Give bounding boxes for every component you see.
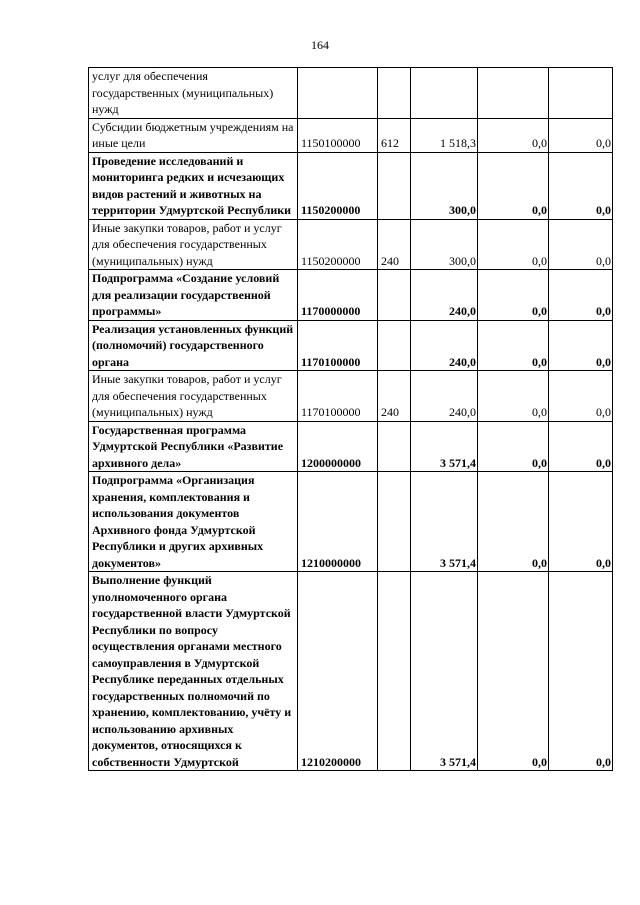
row-amount-3: 0,0 — [549, 118, 613, 152]
row-amount-1: 1 518,3 — [411, 118, 478, 152]
row-expense-type: 240 — [378, 371, 411, 422]
row-name: Подпрограмма «Организация хранения, комплектования и использования документов Архивного фонда Удмуртской Республики и других архивных документов» — [89, 472, 298, 572]
row-name: Субсидии бюджетным учреждениям на иные цели — [89, 118, 298, 152]
page-number: 164 — [311, 38, 329, 52]
row-amount-2: 0,0 — [478, 421, 549, 472]
row-name: Иные закупки товаров, работ и услуг для обеспечения государственных (муниципальных) нужд — [89, 371, 298, 422]
row-amount-3: 0,0 — [549, 472, 613, 572]
row-expense-type — [378, 68, 411, 119]
budget-table-body — [89, 68, 613, 771]
row-amount-3 — [549, 68, 613, 119]
row-expense-type: 240 — [378, 219, 411, 270]
row-code: 1170100000 — [298, 371, 378, 422]
row-expense-type — [378, 270, 411, 321]
row-amount-3: 0,0 — [549, 152, 613, 219]
table-row — [89, 371, 613, 422]
row-name: услуг для обеспечения государственных (муниципальных) нужд — [89, 68, 298, 119]
row-amount-3: 0,0 — [549, 219, 613, 270]
row-name: Государственная программа Удмуртской Республики «Развитие архивного дела» — [89, 421, 298, 472]
row-amount-2: 0,0 — [478, 152, 549, 219]
row-amount-2: 0,0 — [478, 572, 549, 771]
row-expense-type — [378, 472, 411, 572]
row-amount-3: 0,0 — [549, 371, 613, 422]
row-name: Подпрограмма «Создание условий для реализации государственной программы» — [89, 270, 298, 321]
row-amount-1: 300,0 — [411, 152, 478, 219]
row-amount-3: 0,0 — [549, 320, 613, 371]
table-row — [89, 270, 613, 321]
table-row — [89, 68, 613, 119]
row-code — [298, 68, 378, 119]
row-amount-3: 0,0 — [549, 421, 613, 472]
row-amount-1: 3 571,4 — [411, 572, 478, 771]
row-code: 1210000000 — [298, 472, 378, 572]
row-amount-2: 0,0 — [478, 270, 549, 321]
row-name: Выполнение функций уполномоченного органа государственной власти Удмуртской Республики по вопросу осуществления органами местного самоуправления в Удмуртской Республике переданных отдельных государственных полномочий по хранению, комплектованию, учёту и использованию архивных документов, относящихся к собственности Удмуртской — [89, 572, 298, 771]
row-amount-1: 240,0 — [411, 320, 478, 371]
row-amount-2: 0,0 — [478, 472, 549, 572]
row-name: Реализация установленных функций (полномочий) государственного органа — [89, 320, 298, 371]
row-code: 1170000000 — [298, 270, 378, 321]
row-amount-1 — [411, 68, 478, 119]
table-row — [89, 152, 613, 219]
row-code: 1210200000 — [298, 572, 378, 771]
row-expense-type — [378, 320, 411, 371]
row-code: 1150100000 — [298, 118, 378, 152]
row-code: 1150200000 — [298, 152, 378, 219]
row-amount-2: 0,0 — [478, 219, 549, 270]
budget-table — [88, 67, 613, 771]
row-amount-1: 3 571,4 — [411, 421, 478, 472]
row-code: 1200000000 — [298, 421, 378, 472]
row-name: Иные закупки товаров, работ и услуг для обеспечения государственных (муниципальных) нужд — [89, 219, 298, 270]
row-name: Проведение исследований и мониторинга редких и исчезающих видов растений и животных на территории Удмуртской Республики — [89, 152, 298, 219]
row-amount-1: 240,0 — [411, 270, 478, 321]
row-expense-type — [378, 152, 411, 219]
row-expense-type — [378, 421, 411, 472]
row-expense-type — [378, 572, 411, 771]
row-expense-type: 612 — [378, 118, 411, 152]
row-amount-2: 0,0 — [478, 371, 549, 422]
row-amount-1: 300,0 — [411, 219, 478, 270]
row-amount-2 — [478, 68, 549, 119]
table-row — [89, 320, 613, 371]
table-row — [89, 219, 613, 270]
row-amount-3: 0,0 — [549, 572, 613, 771]
table-row — [89, 118, 613, 152]
row-amount-2: 0,0 — [478, 118, 549, 152]
row-amount-1: 3 571,4 — [411, 472, 478, 572]
table-row — [89, 572, 613, 771]
table-row — [89, 421, 613, 472]
row-amount-2: 0,0 — [478, 320, 549, 371]
row-code: 1150200000 — [298, 219, 378, 270]
row-amount-1: 240,0 — [411, 371, 478, 422]
table-row — [89, 472, 613, 572]
row-amount-3: 0,0 — [549, 270, 613, 321]
row-code: 1170100000 — [298, 320, 378, 371]
